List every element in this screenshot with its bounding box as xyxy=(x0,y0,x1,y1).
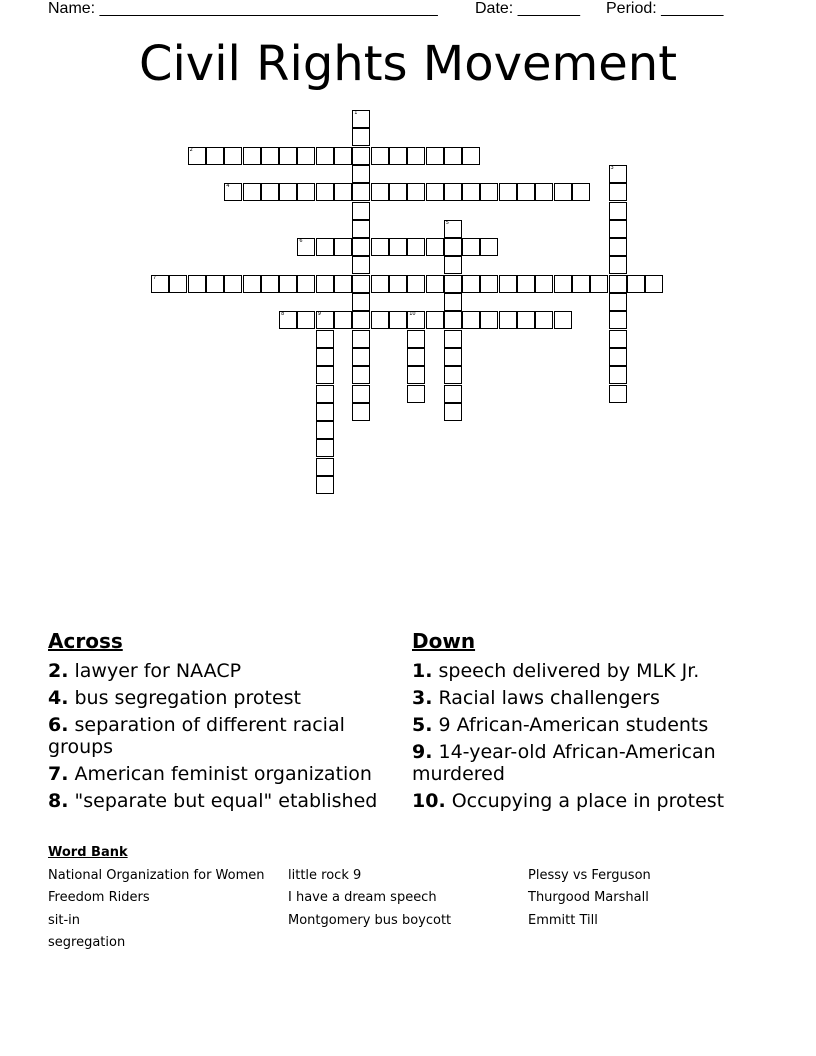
crossword-cell[interactable] xyxy=(352,385,370,403)
crossword-cell[interactable] xyxy=(297,147,315,165)
clue-number-label: 9 xyxy=(317,311,321,318)
crossword-cell[interactable] xyxy=(316,439,334,457)
crossword-cell[interactable] xyxy=(609,275,627,293)
crossword-cell[interactable] xyxy=(371,311,389,329)
crossword-cell[interactable] xyxy=(352,220,370,238)
crossword-cell[interactable] xyxy=(352,348,370,366)
clue-number: 7. xyxy=(48,763,69,785)
crossword-cell[interactable] xyxy=(444,348,462,366)
clue-number: 6. xyxy=(48,714,69,736)
crossword-cell[interactable] xyxy=(609,238,627,256)
crossword-cell[interactable] xyxy=(371,275,389,293)
crossword-cell[interactable] xyxy=(444,293,462,311)
crossword-cell[interactable] xyxy=(316,476,334,494)
crossword-cell[interactable] xyxy=(316,275,334,293)
crossword-cell[interactable] xyxy=(297,183,315,201)
crossword-cell[interactable] xyxy=(609,183,627,201)
crossword-cell[interactable] xyxy=(206,275,224,293)
crossword-cell[interactable] xyxy=(444,256,462,274)
crossword-cell[interactable] xyxy=(572,275,590,293)
crossword-cell[interactable] xyxy=(499,183,517,201)
crossword-cell[interactable] xyxy=(352,128,370,146)
clue-down-9 xyxy=(412,741,762,785)
clue-number: 9. xyxy=(412,741,433,763)
crossword-cell[interactable] xyxy=(444,183,462,201)
crossword-cell[interactable] xyxy=(389,183,407,201)
crossword-cell[interactable] xyxy=(243,275,261,293)
crossword-cell[interactable] xyxy=(426,275,444,293)
crossword-cell[interactable] xyxy=(279,275,297,293)
crossword-cell[interactable] xyxy=(316,385,334,403)
down-clues xyxy=(412,628,762,817)
crossword-cell[interactable] xyxy=(389,147,407,165)
clue-text: separation of different racial groups xyxy=(48,714,345,758)
crossword-cell[interactable] xyxy=(444,385,462,403)
clue-number: 1. xyxy=(412,660,433,682)
crossword-cell[interactable] xyxy=(316,421,334,439)
crossword-cell[interactable] xyxy=(517,275,535,293)
crossword-cell[interactable] xyxy=(279,311,297,329)
crossword-cell[interactable] xyxy=(352,311,370,329)
clue-down-10 xyxy=(412,790,762,812)
crossword-cell[interactable] xyxy=(243,147,261,165)
word-bank-item: I have a dream speech xyxy=(288,890,437,905)
crossword-cell[interactable] xyxy=(609,202,627,220)
crossword-cell[interactable] xyxy=(499,311,517,329)
crossword-cell[interactable] xyxy=(352,202,370,220)
clue-text: 9 African-American students xyxy=(438,714,709,736)
crossword-cell[interactable] xyxy=(609,220,627,238)
crossword-cell[interactable] xyxy=(480,183,498,201)
crossword-cell[interactable] xyxy=(462,275,480,293)
clue-across-7 xyxy=(48,763,393,785)
word-bank-item: Plessy vs Ferguson xyxy=(528,868,651,883)
crossword-cell[interactable] xyxy=(554,183,572,201)
crossword-cell[interactable] xyxy=(499,275,517,293)
crossword-cell[interactable] xyxy=(444,403,462,421)
clue-number-label: 2 xyxy=(189,146,193,153)
clue-number: 5. xyxy=(412,714,433,736)
crossword-cell[interactable] xyxy=(462,183,480,201)
crossword-cell[interactable] xyxy=(389,311,407,329)
crossword-cell[interactable] xyxy=(462,238,480,256)
crossword-cell[interactable] xyxy=(609,330,627,348)
clue-number-label: 3 xyxy=(610,164,614,171)
crossword-cell[interactable] xyxy=(352,147,370,165)
crossword-cell[interactable] xyxy=(444,238,462,256)
period-field-label: Period: _______ xyxy=(606,0,724,17)
clue-across-8 xyxy=(48,790,393,812)
crossword-cell[interactable] xyxy=(243,183,261,201)
clue-text: Occupying a place in protest xyxy=(451,790,725,812)
crossword-cell[interactable] xyxy=(316,311,334,329)
word-bank-item: Freedom Riders xyxy=(48,890,150,905)
crossword-cell[interactable] xyxy=(407,348,425,366)
crossword-cell[interactable] xyxy=(316,330,334,348)
crossword-cell[interactable] xyxy=(426,147,444,165)
crossword-cell[interactable] xyxy=(407,311,425,329)
word-bank-item: little rock 9 xyxy=(288,868,362,883)
crossword-cell[interactable] xyxy=(316,403,334,421)
crossword-cell[interactable] xyxy=(297,275,315,293)
crossword-cell[interactable] xyxy=(535,183,553,201)
crossword-cell[interactable] xyxy=(590,275,608,293)
crossword-cell[interactable] xyxy=(352,330,370,348)
crossword-cell[interactable] xyxy=(517,311,535,329)
crossword-cell[interactable] xyxy=(334,147,352,165)
crossword-cell[interactable] xyxy=(169,275,187,293)
crossword-cell[interactable] xyxy=(334,275,352,293)
crossword-cell[interactable] xyxy=(316,458,334,476)
clue-across-6 xyxy=(48,714,393,758)
crossword-cell[interactable] xyxy=(188,147,206,165)
clue-text: lawyer for NAACP xyxy=(74,660,242,682)
crossword-cell[interactable] xyxy=(334,183,352,201)
crossword-cell[interactable] xyxy=(407,330,425,348)
clue-number-label: 8 xyxy=(281,311,285,318)
crossword-cell[interactable] xyxy=(407,275,425,293)
clue-number: 3. xyxy=(412,687,433,709)
clue-across-4 xyxy=(48,687,393,709)
clue-number-label: 4 xyxy=(226,183,230,190)
crossword-cell[interactable] xyxy=(316,366,334,384)
clue-down-5 xyxy=(412,714,762,736)
word-bank-item: Thurgood Marshall xyxy=(528,890,649,905)
clue-number-label: 10 xyxy=(409,311,416,318)
crossword-cell[interactable] xyxy=(554,311,572,329)
crossword-cell[interactable] xyxy=(334,238,352,256)
clue-number-label: 7 xyxy=(153,274,157,281)
crossword-cell[interactable] xyxy=(645,275,663,293)
crossword-cell[interactable] xyxy=(352,256,370,274)
word-bank-heading: Word Bank xyxy=(48,845,128,860)
crossword-cell[interactable] xyxy=(224,147,242,165)
crossword-cell[interactable] xyxy=(517,183,535,201)
crossword-cell[interactable] xyxy=(224,275,242,293)
crossword-cell[interactable] xyxy=(609,293,627,311)
across-clues xyxy=(48,628,393,817)
crossword-grid xyxy=(0,0,816,520)
crossword-cell[interactable] xyxy=(389,275,407,293)
clue-text: 14-year-old African-American murdered xyxy=(412,741,716,785)
clue-number-label: 6 xyxy=(299,238,303,245)
name-field-label: Name: ______________________________________ xyxy=(48,0,438,17)
crossword-cell[interactable] xyxy=(535,275,553,293)
crossword-cell[interactable] xyxy=(352,183,370,201)
crossword-cell[interactable] xyxy=(352,165,370,183)
crossword-cell[interactable] xyxy=(151,275,169,293)
clue-number: 10. xyxy=(412,790,446,812)
word-bank-item: National Organization for Women xyxy=(48,868,265,883)
crossword-cell[interactable] xyxy=(334,311,352,329)
crossword-cell[interactable] xyxy=(462,311,480,329)
crossword-cell[interactable] xyxy=(389,238,407,256)
word-bank-item: segregation xyxy=(48,935,126,950)
crossword-cell[interactable] xyxy=(352,110,370,128)
clue-text: bus segregation protest xyxy=(74,687,301,709)
crossword-cell[interactable] xyxy=(316,348,334,366)
crossword-cell[interactable] xyxy=(462,147,480,165)
crossword-cell[interactable] xyxy=(352,293,370,311)
crossword-cell[interactable] xyxy=(609,165,627,183)
crossword-cell[interactable] xyxy=(444,220,462,238)
crossword-cell[interactable] xyxy=(316,238,334,256)
crossword-cell[interactable] xyxy=(352,366,370,384)
clue-number: 2. xyxy=(48,660,69,682)
crossword-cell[interactable] xyxy=(609,385,627,403)
clue-text: speech delivered by MLK Jr. xyxy=(438,660,700,682)
crossword-cell[interactable] xyxy=(316,147,334,165)
crossword-cell[interactable] xyxy=(316,183,334,201)
crossword-cell[interactable] xyxy=(444,366,462,384)
clue-number-label: 1 xyxy=(354,110,358,116)
crossword-cell[interactable] xyxy=(407,183,425,201)
crossword-cell[interactable] xyxy=(297,311,315,329)
crossword-cell[interactable] xyxy=(426,311,444,329)
crossword-cell[interactable] xyxy=(297,238,315,256)
word-bank-item: Emmitt Till xyxy=(528,913,598,928)
across-heading: Across xyxy=(48,629,123,653)
crossword-cell[interactable] xyxy=(407,238,425,256)
clue-down-1 xyxy=(412,660,762,682)
crossword-cell[interactable] xyxy=(444,275,462,293)
crossword-cell[interactable] xyxy=(444,147,462,165)
crossword-cell[interactable] xyxy=(371,147,389,165)
clue-number: 8. xyxy=(48,790,69,812)
crossword-cell[interactable] xyxy=(261,147,279,165)
crossword-cell[interactable] xyxy=(224,183,242,201)
crossword-cell[interactable] xyxy=(352,403,370,421)
clue-down-3 xyxy=(412,687,762,709)
crossword-cell[interactable] xyxy=(444,311,462,329)
crossword-cell[interactable] xyxy=(261,275,279,293)
crossword-cell[interactable] xyxy=(609,256,627,274)
clue-text: Racial laws challengers xyxy=(438,687,660,709)
crossword-cell[interactable] xyxy=(609,366,627,384)
crossword-cell[interactable] xyxy=(371,183,389,201)
crossword-cell[interactable] xyxy=(407,147,425,165)
crossword-cell[interactable] xyxy=(426,183,444,201)
crossword-cell[interactable] xyxy=(480,275,498,293)
crossword-cell[interactable] xyxy=(261,183,279,201)
crossword-cell[interactable] xyxy=(535,311,553,329)
crossword-cell[interactable] xyxy=(609,348,627,366)
clue-text: "separate but equal" etablished xyxy=(74,790,378,812)
crossword-cell[interactable] xyxy=(480,238,498,256)
clue-number-label: 5 xyxy=(445,219,449,226)
down-heading: Down xyxy=(412,629,476,653)
crossword-cell[interactable] xyxy=(407,366,425,384)
clue-text: American feminist organization xyxy=(74,763,372,785)
crossword-cell[interactable] xyxy=(627,275,645,293)
crossword-cell[interactable] xyxy=(609,311,627,329)
clue-across-2 xyxy=(48,660,393,682)
crossword-cell[interactable] xyxy=(426,238,444,256)
word-bank-item: sit-in xyxy=(48,913,81,928)
crossword-cell[interactable] xyxy=(444,330,462,348)
crossword-cell[interactable] xyxy=(352,238,370,256)
crossword-cell[interactable] xyxy=(352,275,370,293)
word-bank-item: Montgomery bus boycott xyxy=(288,913,452,928)
crossword-cell[interactable] xyxy=(480,311,498,329)
crossword-cell[interactable] xyxy=(407,385,425,403)
crossword-cell[interactable] xyxy=(206,147,224,165)
crossword-cell[interactable] xyxy=(554,275,572,293)
crossword-cell[interactable] xyxy=(188,275,206,293)
clue-number: 4. xyxy=(48,687,69,709)
crossword-cell[interactable] xyxy=(279,147,297,165)
date-field-label: Date: _______ xyxy=(475,0,580,17)
crossword-cell[interactable] xyxy=(279,183,297,201)
crossword-cell[interactable] xyxy=(572,183,590,201)
page-title: Civil Rights Movement xyxy=(138,36,678,92)
crossword-cell[interactable] xyxy=(371,238,389,256)
